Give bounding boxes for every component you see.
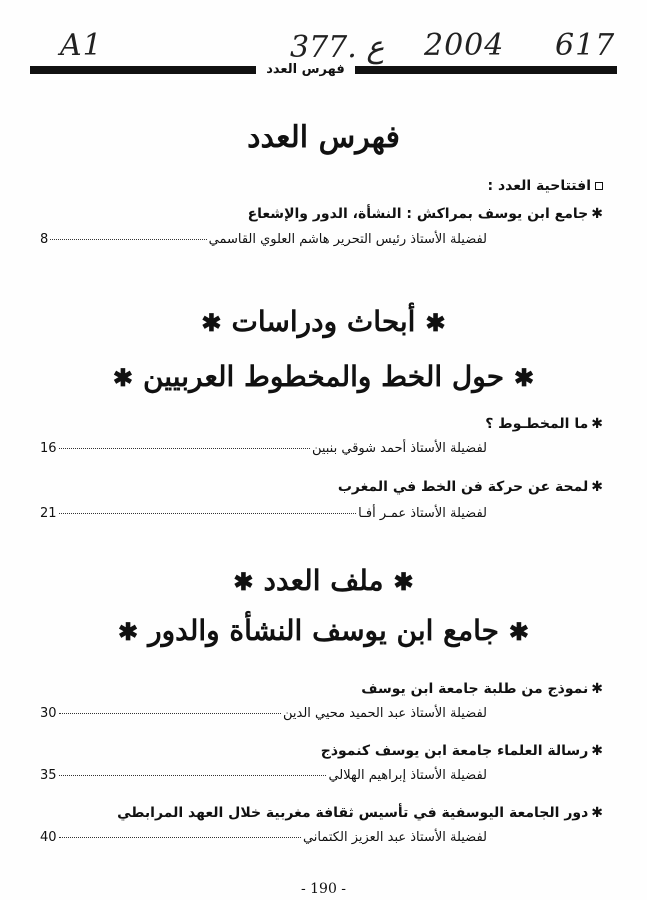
toc-item-title: ✱رسالة العلماء جامعة ابن يوسف كنموذج bbox=[320, 743, 603, 759]
leader-dots bbox=[59, 713, 281, 714]
ornament-star-icon: ✱ bbox=[112, 363, 133, 392]
toc-item-title: ✱لمحة عن حركة فن الخط في المغرب bbox=[337, 479, 603, 495]
toc-entry bbox=[40, 232, 487, 252]
page-ref: 8 bbox=[40, 232, 49, 247]
ornament-star-icon: ✱ bbox=[201, 308, 222, 337]
page-ref: 21 bbox=[40, 506, 57, 521]
page-ref: 16 bbox=[40, 441, 57, 456]
handwritten-mark: A1 bbox=[60, 28, 103, 63]
ornament-star-icon: ✱ bbox=[508, 617, 530, 646]
ornament-star-icon: ✱ bbox=[393, 567, 414, 596]
ornament-star-icon: ✱ bbox=[425, 308, 446, 337]
author: لفضيلة الأستاذ إبراهيم الهلالي bbox=[328, 768, 487, 783]
author: لفضيلة الأستاذ عبد العزيز الكتماني bbox=[302, 830, 487, 845]
ornament-star-icon: ✱ bbox=[514, 363, 535, 392]
page-number: - 190 - bbox=[300, 881, 347, 897]
section-heading: ✱جامع ابن يوسف النشأة والدور✱ bbox=[117, 614, 530, 647]
star-bullet-icon: ✱ bbox=[591, 206, 603, 222]
leader-dots bbox=[59, 513, 357, 514]
section-heading: ✱حول الخط والمخطوط العربيين✱ bbox=[112, 360, 535, 393]
editorial-heading bbox=[487, 178, 603, 194]
square-bullet-icon bbox=[595, 182, 603, 190]
toc-entry bbox=[40, 706, 487, 726]
author: لفضيلة الأستاذ عمـر أفـا bbox=[358, 506, 487, 521]
ornament-star-icon: ✱ bbox=[117, 617, 139, 646]
handwritten-mark: 2004 bbox=[424, 28, 505, 63]
section-heading: ✱أبحاث ودراسات✱ bbox=[201, 305, 446, 338]
header-rule bbox=[30, 66, 256, 74]
handwritten-mark: 617 bbox=[555, 28, 616, 63]
leader-dots bbox=[59, 448, 310, 449]
toc-entry bbox=[40, 441, 487, 461]
toc-item-title: ✱دور الجامعة اليوسفية في تأسيس ثقافة مغربية خلال العهد المرابطي bbox=[117, 805, 603, 821]
page-ref: 35 bbox=[40, 768, 57, 783]
toc-item-title: ✱جامع ابن يوسف بمراكش : النشأة، الدور والإشعاع bbox=[247, 206, 603, 222]
star-bullet-icon: ✱ bbox=[591, 805, 603, 821]
header-rule bbox=[355, 66, 617, 74]
section-heading: ✱ملف العدد✱ bbox=[233, 564, 414, 597]
leader-dots bbox=[50, 239, 206, 240]
editorial-heading-label: افتتاحية العدد : bbox=[487, 178, 591, 194]
author: لفضيلة الأستاذ رئيس التحرير هاشم العلوي القاسمي bbox=[208, 232, 487, 247]
leader-dots bbox=[59, 775, 327, 776]
toc-item-title: ✱نموذج من طلبة جامعة ابن يوسف bbox=[361, 681, 603, 697]
running-header: فهرس العدد bbox=[266, 62, 345, 77]
handwritten-mark: 377. ع bbox=[290, 30, 385, 65]
star-bullet-icon: ✱ bbox=[591, 479, 603, 495]
toc-entry bbox=[40, 768, 487, 788]
author: لفضيلة الأستاذ أحمد شوقي بنبين bbox=[311, 441, 487, 456]
star-bullet-icon: ✱ bbox=[591, 416, 603, 432]
toc-entry bbox=[40, 506, 487, 526]
page-ref: 30 bbox=[40, 706, 57, 721]
star-bullet-icon: ✱ bbox=[591, 681, 603, 697]
ornament-star-icon: ✱ bbox=[233, 567, 254, 596]
star-bullet-icon: ✱ bbox=[591, 743, 603, 759]
author: لفضيلة الأستاذ عبد الحميد محيي الدين bbox=[282, 706, 487, 721]
leader-dots bbox=[59, 837, 301, 838]
toc-item-title: ✱ما المخطـوط ؟ bbox=[485, 416, 603, 432]
page-title: فهرس العدد bbox=[247, 120, 400, 155]
toc-entry bbox=[40, 830, 487, 850]
page-ref: 40 bbox=[40, 830, 57, 845]
